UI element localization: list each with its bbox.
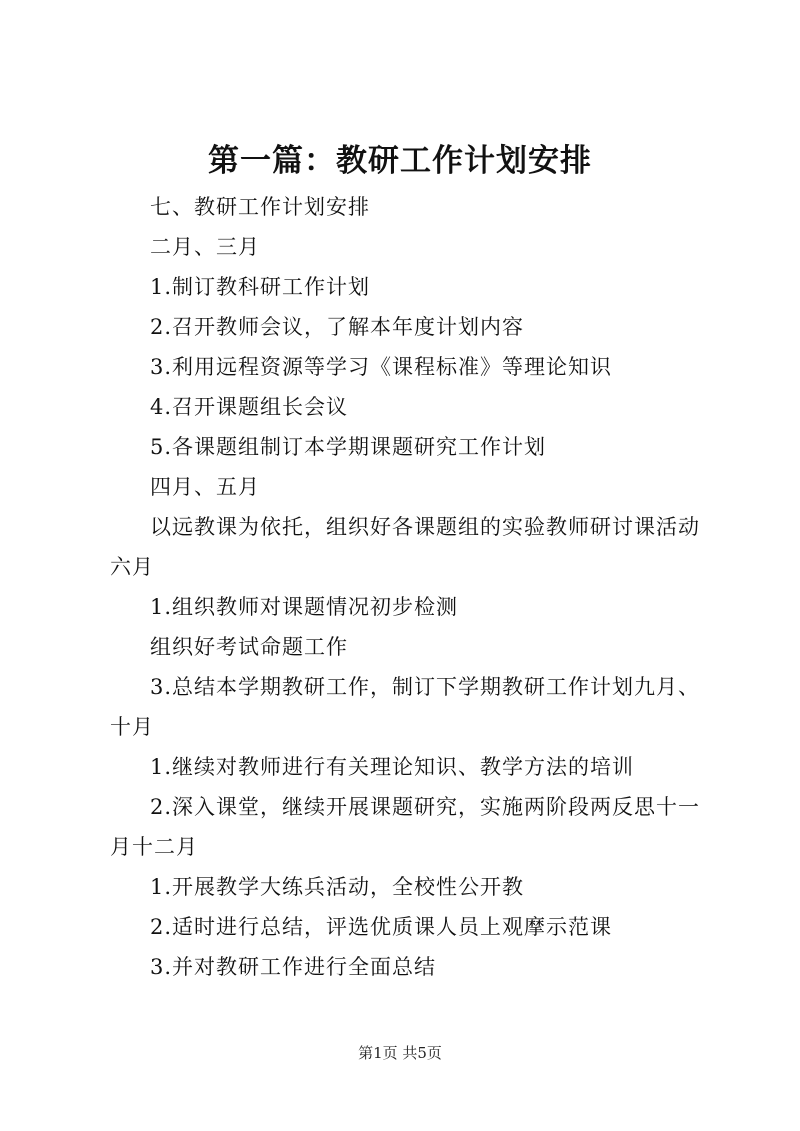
paragraph: 四月、五月 <box>150 475 260 499</box>
paragraph: 3.总结本学期教研工作，制订下学期教研工作计划九月、十月 <box>110 675 701 739</box>
paragraph: 1.组织教师对课题情况初步检测 <box>150 595 459 619</box>
paragraph: 七、教研工作计划安排 <box>150 195 370 219</box>
paragraph: 1.制订教科研工作计划 <box>150 275 371 299</box>
paragraph: 2.召开教师会议，了解本年度计划内容 <box>150 315 525 339</box>
paragraph: 组织好考试命题工作 <box>150 635 348 659</box>
paragraph: 二月、三月 <box>150 235 260 259</box>
paragraph: 2.深入课堂，继续开展课题研究，实施两阶段两反思十一月十二月 <box>110 795 701 859</box>
page-title: 第一篇：教研工作计划安排 <box>208 143 592 179</box>
paragraph: 3.利用远程资源等学习《课程标准》等理论知识 <box>150 355 613 379</box>
paragraph: 3.并对教研工作进行全面总结 <box>150 955 437 979</box>
paragraph: 5.各课题组制订本学期课题研究工作计划 <box>150 435 547 459</box>
paragraph: 以远教课为依托，组织好各课题组的实验教师研讨课活动六月 <box>110 515 700 579</box>
paragraph: 4.召开课题组长会议 <box>150 395 349 419</box>
paragraph: 1.开展教学大练兵活动，全校性公开教 <box>150 875 525 899</box>
paragraph: 1.继续对教师进行有关理论知识、教学方法的培训 <box>150 755 635 779</box>
page-footer: 第1页 共5页 <box>358 1044 442 1062</box>
document-body <box>110 187 706 987</box>
paragraph: 2.适时进行总结，评选优质课人员上观摩示范课 <box>150 915 613 939</box>
